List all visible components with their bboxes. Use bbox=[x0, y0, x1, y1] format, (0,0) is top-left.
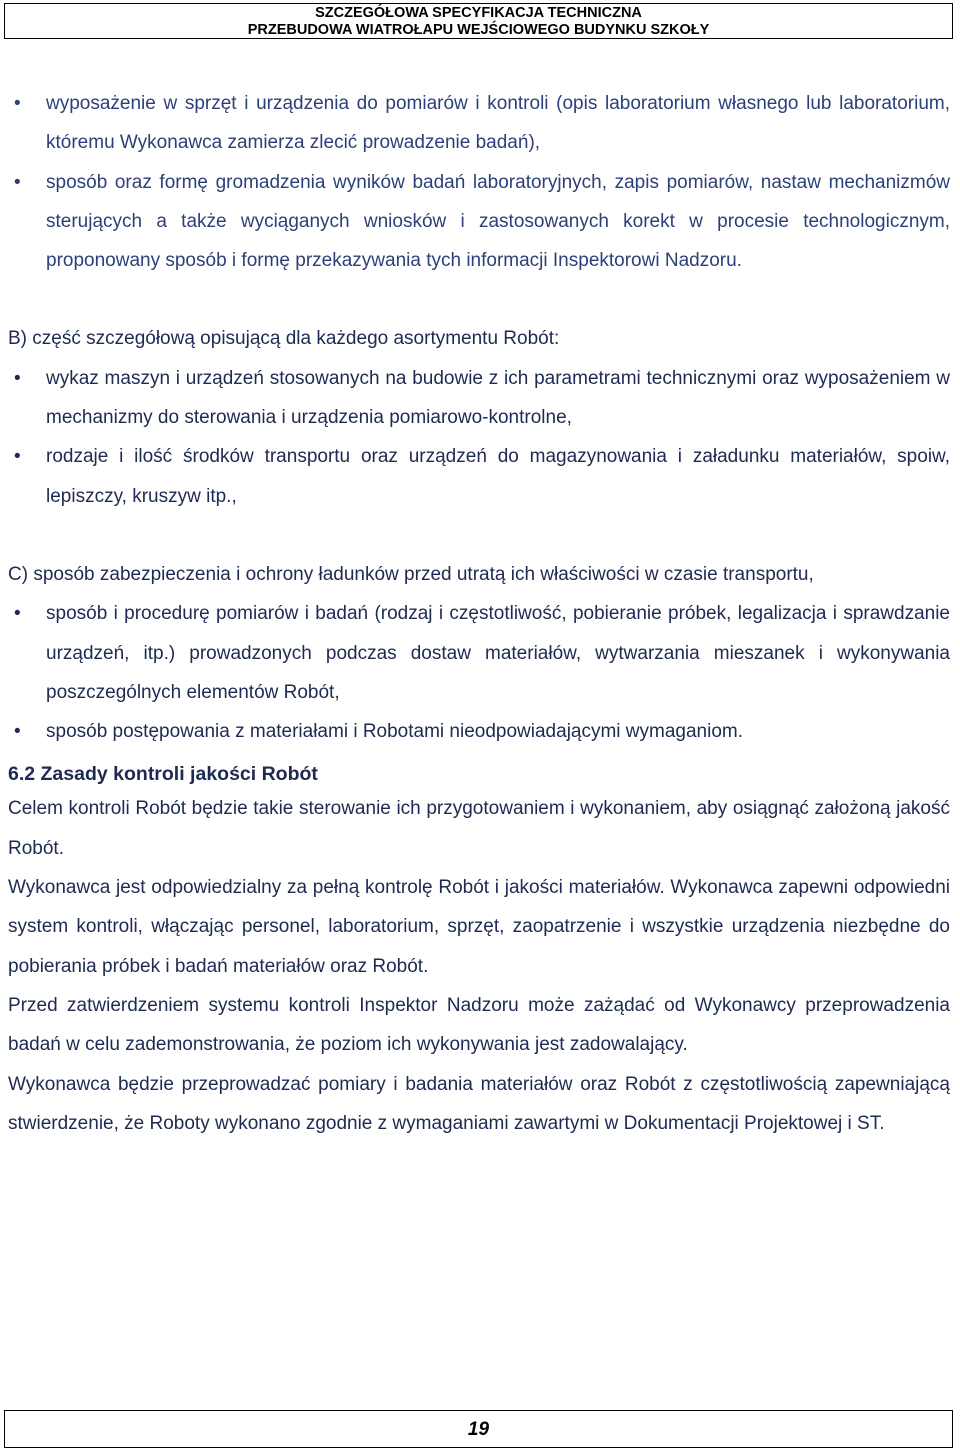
list-item bbox=[8, 163, 950, 281]
section-c-intro: C) sposób zabezpieczenia i ochrony ładunków przed utratą ich właściwości w czasie transportu, bbox=[8, 563, 814, 585]
list-item bbox=[8, 84, 950, 163]
bullet-icon: • bbox=[14, 93, 21, 114]
section-b-intro: B) część szczegółową opisującą dla każdego asortymentu Robót: bbox=[8, 328, 560, 350]
header-title: SZCZEGÓŁOWA SPECYFIKACJA TECHNICZNA bbox=[315, 5, 642, 21]
paragraph: Przed zatwierdzeniem systemu kontroli Inspektor Nadzoru może zażądać od Wykonawcy przeprowadzenia badań w celu zademonstrowania, że poziom ich wykonywania jest zadowalający. bbox=[8, 994, 950, 1056]
list-item bbox=[8, 594, 950, 712]
list-item bbox=[8, 437, 950, 516]
document-body bbox=[8, 84, 950, 1143]
list-item bbox=[8, 359, 950, 438]
list-item-text: wykaz maszyn i urządzeń stosowanych na budowie z ich parametrami technicznymi oraz wyposażeniem w mechanizmy do sterowania i urządzenia pomiarowo-kontrolne, bbox=[46, 367, 950, 429]
list-item-text: sposób postępowania z materiałami i Robotami nieodpowiadającymi wymaganiom. bbox=[46, 721, 744, 743]
bullet-icon: • bbox=[14, 446, 21, 468]
bullet-icon: • bbox=[14, 603, 21, 625]
list-item-text: sposób i procedurę pomiarów i badań (rodzaj i częstotliwość, pobieranie próbek, legalizacja i sprawdzanie urządzeń, itp.) prowadzonych podczas dostaw materiałów, wytwarzania mieszanek i wykonywania poszczególnych elementów Robót, bbox=[46, 603, 950, 703]
list-item-text: sposób oraz formę gromadzenia wyników badań laboratoryjnych, zapis pomiarów, nastaw mechanizmów sterujących a także wyciąganych wniosków i zastosowanych korekt w procesie technologicznym, proponowany sposób i formę przekazywania tych informacji Inspektorowi Nadzoru. bbox=[46, 171, 950, 272]
spacer bbox=[8, 280, 950, 319]
list-item bbox=[8, 712, 950, 751]
paragraph: Wykonawca jest odpowiedzialny za pełną kontrolę Robót i jakości materiałów. Wykonawca zapewni odpowiedni system kontroli, włączając personel, laboratorium, sprzęt, zaopatrzenie i wszystkie urządzenia niezbędne do pobierania próbek i badań materiałów oraz Robót. bbox=[8, 877, 950, 977]
spacer bbox=[8, 516, 950, 555]
paragraph: Celem kontroli Robót będzie takie sterowanie ich przygotowaniem i wykonaniem, aby osiągnąć założoną jakość Robót. bbox=[8, 798, 950, 859]
list-item-text: rodzaje i ilość środków transportu oraz urządzeń do magazynowania i załadunku materiałów, spoiw, lepiszczy, kruszyw itp., bbox=[46, 446, 950, 507]
list-item-text: wyposażenie w sprzęt i urządzenia do pomiarów i kontroli (opis laboratorium własnego lub laboratorium, któremu Wykonawca zamierza zlecić prowadzenie badań), bbox=[46, 93, 950, 154]
page-footer bbox=[4, 1410, 953, 1448]
paragraph: Wykonawca będzie przeprowadzać pomiary i badania materiałów oraz Robót z częstotliwością zapewniającą stwierdzenie, że Roboty wykonano zgodnie z wymaganiami zawartymi w Dokumentacji Projektowej i ST. bbox=[8, 1073, 950, 1134]
header-subtitle: PRZEBUDOWA WIATROŁAPU WEJŚCIOWEGO BUDYNKU SZKOŁY bbox=[247, 22, 710, 38]
section-heading: 6.2 Zasady kontroli jakości Robót bbox=[8, 763, 318, 786]
bullet-icon: • bbox=[14, 721, 21, 743]
document-header bbox=[4, 3, 953, 39]
bullet-icon: • bbox=[14, 367, 21, 389]
page-number: 19 bbox=[467, 1419, 490, 1440]
bullet-icon: • bbox=[14, 171, 21, 193]
